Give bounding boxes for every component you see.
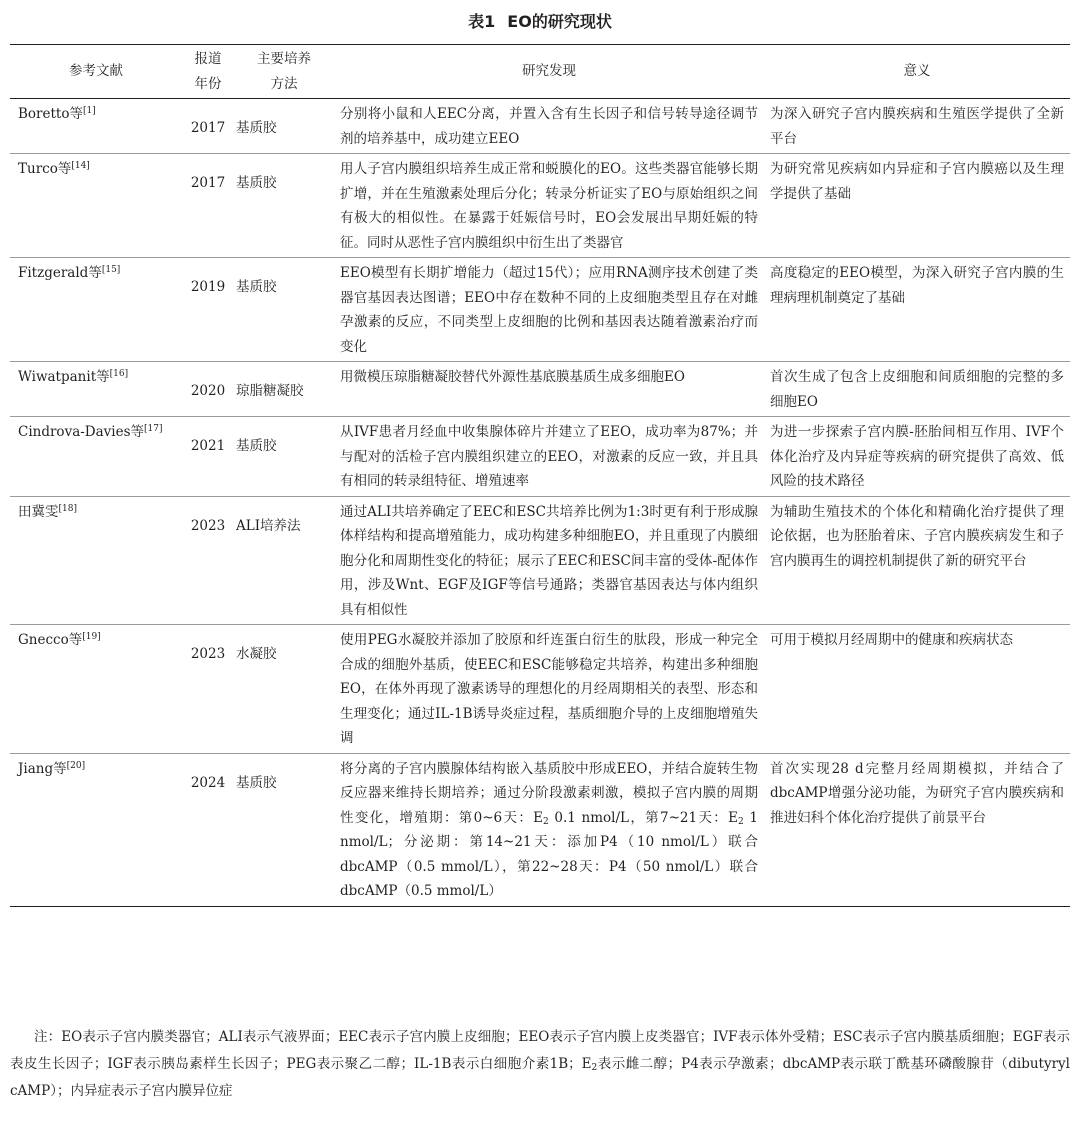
row-reference [10, 753, 182, 906]
table-row [10, 99, 1070, 154]
subscript: 2 [591, 1063, 598, 1073]
row-year: 2017 [190, 175, 226, 191]
row-year: 2024 [190, 774, 226, 791]
header-method [234, 45, 334, 99]
author: Gnecco等 [18, 632, 83, 648]
row-method: ALI培养法 [236, 517, 301, 534]
table-row [10, 417, 1070, 497]
table-row [10, 258, 1070, 362]
row-reference [10, 362, 182, 417]
row-significance: 为辅助生殖技术的个体化和精确化治疗提供了理论依据，也为胚胎着床、子宫内膜疾病发生和子宫内膜再生的调控机制提供了新的研究平台 [770, 503, 1064, 569]
subscript: 2 [738, 816, 744, 827]
citation: [1] [82, 106, 96, 116]
author: Turco等 [18, 161, 72, 177]
header-year-line2: 年份 [194, 75, 222, 92]
row-significance: 为深入研究子宫内膜疾病和生殖医学提供了全新平台 [770, 106, 1064, 147]
citation: [16] [109, 369, 129, 379]
row-significance: 首次实现28 d完整月经周期模拟，并结合了dbcAMP增强分泌功能，为研究子宫内膜疾病和推进妇科个体化治疗提供了前景平台 [770, 760, 1064, 826]
author: Fitzgerald等 [18, 265, 102, 281]
row-method: 水凝胶 [236, 646, 277, 662]
row-method: 琼脂糖凝胶 [236, 383, 304, 399]
row-reference [10, 496, 182, 625]
row-finding: 用微模压琼脂糖凝胶替代外源性基底膜基质生成多细胞EO [340, 369, 685, 385]
row-year: 2020 [190, 383, 226, 399]
row-method: 基质胶 [236, 774, 277, 791]
row-year: 2021 [190, 438, 226, 454]
row-finding: 从IVF患者月经血中收集腺体碎片并建立了EEO，成功率为87%；并与配对的活检子宫内膜组织建立的EEO，对激素的反应一致，并且具有相同的转录组特征、增殖速率 [340, 424, 758, 489]
table-row [10, 625, 1070, 754]
note-text: 注：EO表示子宫内膜类器官；ALI表示气液界面；EEC表示子宫内膜上皮细胞；EEO表示子宫内膜上皮类器官；IVF表示体外受精；ESC表示子宫内膜基质细胞；EGF表示表皮生长因子；IGF表示胰岛素样生长因子；PEG表示聚乙二醇；IL-1B表示白细胞介素1B；E [10, 1029, 1070, 1072]
row-reference [10, 154, 182, 258]
citation: [17] [144, 424, 163, 434]
row-significance: 首次生成了包含上皮细胞和间质细胞的完整的多细胞EO [770, 369, 1064, 410]
author: Wiwatpanit等 [18, 369, 110, 385]
row-significance: 为进一步探索子宫内膜-胚胎间相互作用、IVF个体化治疗及内异症等疾病的研究提供了高效、低风险的技术路径 [770, 424, 1064, 489]
research-status-table [10, 44, 1070, 907]
row-year: 2023 [190, 517, 226, 534]
table-caption: EO的研究现状 [507, 12, 612, 31]
table-header-row [10, 45, 1070, 99]
header-method-line2: 方法 [270, 75, 298, 92]
row-reference [10, 99, 182, 154]
header-year-line1: 报道 [194, 51, 222, 67]
row-reference [10, 258, 182, 362]
finding-text: 0.1 nmol/L，第7~21天：E [548, 809, 739, 826]
author: Boretto等 [18, 106, 83, 122]
header-finding: 研究发现 [522, 63, 576, 80]
table-row [10, 362, 1070, 417]
row-reference [10, 417, 182, 497]
citation: [19] [82, 632, 101, 642]
row-year: 2017 [190, 120, 226, 136]
table-footnote [10, 1024, 1070, 1105]
note-text: 表示雌二醇；P4表示孕激素；dbcAMP表示联丁酰基环磷酸腺苷（dibutyryl cAMP）；内异症表示子宫内膜异位症 [10, 1056, 1070, 1099]
table-label: 表1 [468, 12, 496, 31]
header-year [182, 45, 234, 99]
table-row [10, 496, 1070, 625]
author: Jiang等 [18, 760, 67, 777]
row-finding: 用人子宫内膜组织培养生成正常和蜕膜化的EO。这些类器官能够长期扩增，并在生殖激素处理后分化；转录分析证实了EO与原始组织之间有极大的相似性。在暴露于妊娠信号时，EO会发展出早期妊娠的特征。同时从恶性子宫内膜组织中衍生出了类器官 [340, 161, 758, 251]
row-method: 基质胶 [236, 279, 277, 295]
row-reference [10, 625, 182, 754]
row-method: 基质胶 [236, 120, 277, 136]
row-finding: EEO模型有长期扩增能力（超过15代）；应用RNA测序技术创建了类器官基因表达图谱；EEO中存在数种不同的上皮细胞类型且存在对雌孕激素的反应，不同类型上皮细胞的比例和基因表达随着激素治疗而变化 [340, 265, 758, 355]
row-year: 2019 [190, 279, 226, 295]
table-row [10, 753, 1070, 906]
row-significance: 为研究常见疾病如内异症和子宫内膜癌以及生理学提供了基础 [770, 161, 1064, 202]
row-method: 基质胶 [236, 175, 277, 191]
header-method-line1: 主要培养 [257, 51, 311, 67]
author: Cindrova-Davies等 [18, 424, 145, 440]
header-significance: 意义 [903, 63, 931, 80]
row-finding: 通过ALI共培养确定了EEC和ESC共培养比例为1:3时更有利于形成腺体样结构和提高增殖能力，成功构建多种细胞EO，并且重现了内膜细胞分化和周期性变化的特征；展示了EEC和ESC间丰富的受体-配体作用，涉及Wnt、EGF及IGF等信号通路；类器官基因表达与体内组织具有相似性 [340, 503, 758, 618]
row-finding [334, 753, 764, 906]
row-finding: 使用PEG水凝胶并添加了胶原和纤连蛋白衍生的肽段，形成一种完全合成的细胞外基质，使EEC和ESC能够稳定共培养，构建出多种细胞EO，在体外再现了激素诱导的理想化的月经周期相关的表型、形态和生理变化；通过IL-1B诱导炎症过程，基质细胞介导的上皮细胞增殖失调 [340, 632, 758, 746]
row-year: 2023 [190, 646, 226, 662]
citation: [20] [66, 760, 86, 771]
subscript: 2 [543, 816, 549, 827]
header-reference: 参考文献 [69, 63, 123, 80]
table-row [10, 154, 1070, 258]
citation: [14] [71, 161, 90, 171]
finding-text: 1 nmol/L；分泌期：第14~21天：添加P4（10 nmol/L）联合dbcAMP（0.5 mmol/L），第22~28天：P4（50 nmol/L）联合dbcAMP（0.5 mmol/L） [340, 809, 758, 899]
row-finding: 分别将小鼠和人EEC分离，并置入含有生长因子和信号转导途径调节剂的培养基中，成功建立EEO [340, 106, 758, 147]
row-method: 基质胶 [236, 438, 277, 454]
citation: [15] [101, 265, 121, 275]
finding-text: 将分离的子宫内膜腺体结构嵌入基质胶中形成EEO，并结合旋转生物反应器来维持长期培养；通过分阶段激素刺激，模拟子宫内膜的周期性变化，增殖期：第0~6天：E [340, 760, 758, 826]
author: 田冀雯 [18, 503, 59, 520]
table-title [0, 9, 1080, 35]
row-significance: 高度稳定的EEO模型，为深入研究子宫内膜的生理病理机制奠定了基础 [770, 265, 1064, 306]
row-significance: 可用于模拟月经周期中的健康和疾病状态 [770, 632, 1013, 648]
citation: [18] [58, 503, 77, 514]
